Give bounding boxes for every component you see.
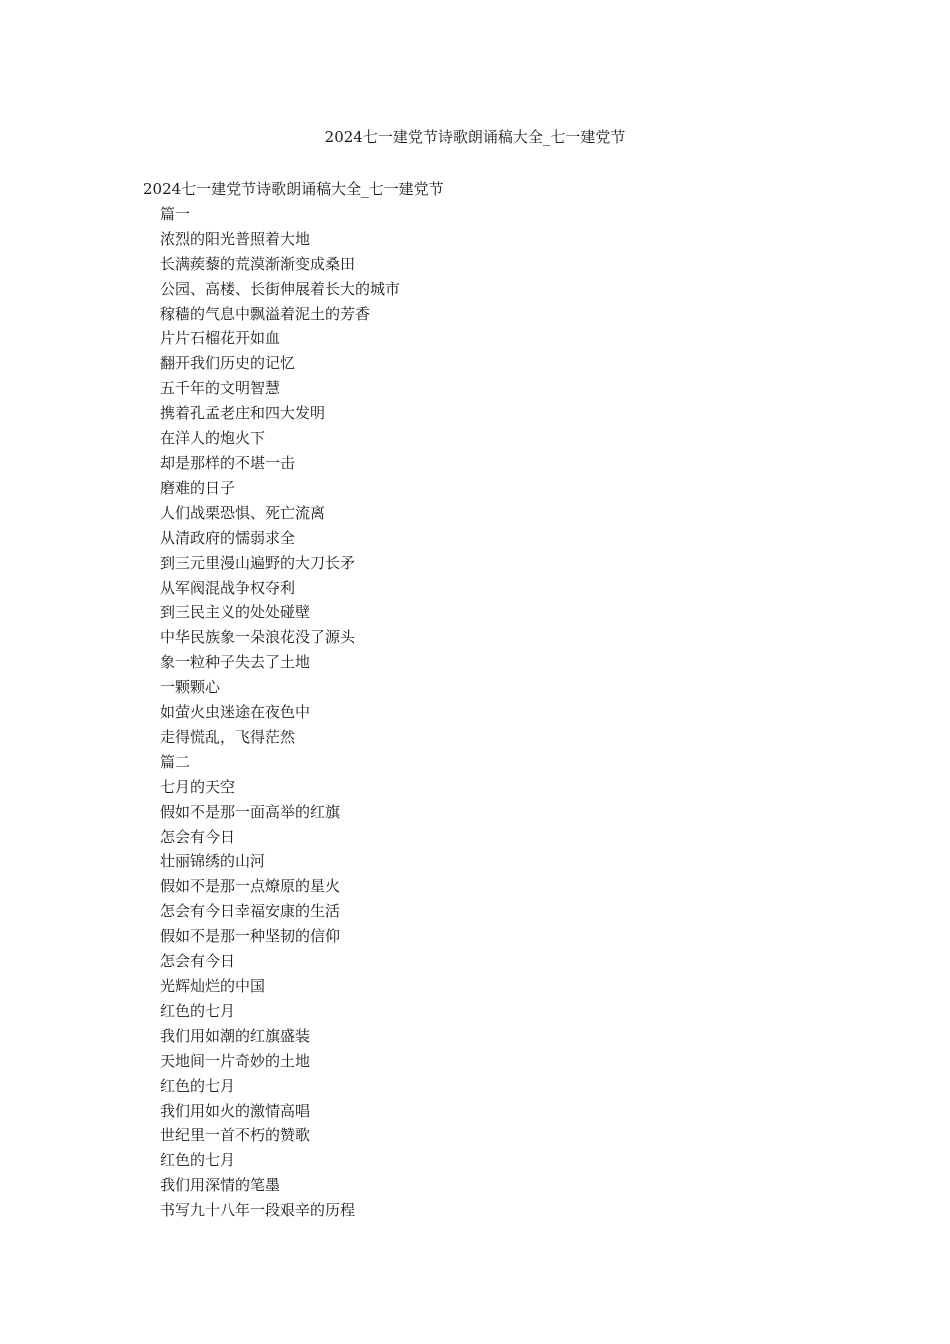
poem-line: 公园、高楼、长街伸展着长大的城市 [160,279,401,298]
poem-line: 象一粒种子失去了土地 [160,653,311,672]
poem-line: 片片石榴花开如血 [160,329,281,348]
poem-line: 红色的七月 [160,1076,236,1095]
poem-line: 稼穑的气息中飘溢着泥土的芳香 [160,304,371,323]
poem-line: 中华民族象一朵浪花没了源头 [160,628,356,647]
poem-line: 五千年的文明智慧 [160,379,281,398]
poem-line: 我们用如火的激情高唱 [160,1101,311,1120]
poem-line: 携着孔孟老庄和四大发明 [160,404,326,423]
document-body [143,177,843,1223]
poem-line: 七月的天空 [160,777,236,796]
poem-line: 翻开我们历史的记忆 [160,354,296,373]
poem-line: 怎会有今日 [160,952,236,971]
poem-line: 从清政府的懦弱求全 [160,528,296,547]
poem-line: 磨难的日子 [160,478,236,497]
poem-line: 红色的七月 [160,1151,236,1170]
poem-line: 到三民主义的处处碰壁 [160,603,311,622]
poem-line: 长满蒺藜的荒漠渐渐变成桑田 [160,254,356,273]
poem-line: 到三元里漫山遍野的大刀长矛 [160,553,356,572]
poem-line: 却是那样的不堪一击 [160,453,296,472]
document-heading: 2024七一建党节诗歌朗诵稿大全_七一建党节 [143,180,444,198]
poem-line: 篇一 [160,204,191,223]
poem-line: 从军阀混战争权夺利 [160,578,296,597]
page-title: 2024七一建党节诗歌朗诵稿大全_七一建党节 [324,128,626,146]
poem-line: 红色的七月 [160,1001,236,1020]
poem-line: 我们用深情的笔墨 [160,1176,281,1195]
poem-line: 世纪里一首不朽的赞歌 [160,1126,311,1145]
poem-line: 如萤火虫迷途在夜色中 [160,703,311,722]
poem-line: 假如不是那一点燎原的星火 [160,877,341,896]
poem-line: 一颗颗心 [160,678,221,697]
poem-line: 浓烈的阳光普照着大地 [160,229,311,248]
poem-line: 书写九十八年一段艰辛的历程 [160,1201,356,1220]
poem-line: 我们用如潮的红旗盛装 [160,1026,311,1045]
poem-line: 篇二 [160,752,191,771]
poem-line: 假如不是那一面高举的红旗 [160,802,341,821]
poem-line: 天地间一片奇妙的土地 [160,1051,311,1070]
poem-line: 在洋人的炮火下 [160,429,266,448]
poem-line: 怎会有今日 [160,827,236,846]
poem-line: 壮丽锦绣的山河 [160,852,266,871]
poem-line: 怎会有今日幸福安康的生活 [160,902,341,921]
poem-line: 走得慌乱，飞得茫然 [160,727,296,746]
poem-lines [143,202,843,1223]
poem-line: 人们战栗恐惧、死亡流离 [160,503,326,522]
poem-line: 假如不是那一种坚韧的信仰 [160,927,341,946]
poem-line: 光辉灿烂的中国 [160,977,266,995]
